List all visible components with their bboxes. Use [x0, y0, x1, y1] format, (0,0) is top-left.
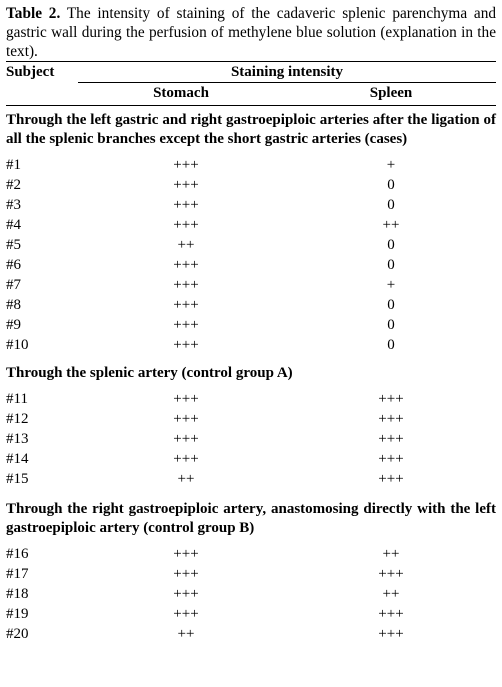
spleen-cell: +++ — [378, 391, 404, 407]
spleen-cell: +++ — [378, 411, 404, 427]
stomach-cell: +++ — [173, 411, 199, 427]
table-row — [6, 624, 496, 644]
subject-cell: #7 — [6, 277, 21, 293]
stomach-cell: +++ — [173, 451, 199, 467]
table-row — [6, 195, 496, 215]
table-row — [6, 295, 496, 315]
subject-cell: #19 — [6, 606, 29, 622]
subject-cell: #9 — [6, 317, 21, 333]
group-heading: Through the left gastric and right gastroepiploic arteries after the ligation of all the splenic branches except the short gastric arteries (cases) — [6, 112, 496, 147]
header-row-2 — [6, 83, 496, 105]
table-row — [6, 604, 496, 624]
spleen-cell: ++ — [382, 546, 400, 562]
spleen-cell: 0 — [387, 237, 395, 253]
spleen-cell: 0 — [387, 297, 395, 313]
stomach-cell: +++ — [173, 257, 199, 273]
table-row — [6, 175, 496, 195]
spleen-cell: + — [386, 157, 396, 173]
stomach-cell: +++ — [173, 566, 199, 582]
table-row — [6, 255, 496, 275]
stomach-cell: +++ — [173, 317, 199, 333]
stomach-cell: +++ — [173, 297, 199, 313]
table-row — [6, 215, 496, 235]
subject-cell: #6 — [6, 257, 21, 273]
table-row — [6, 429, 496, 449]
spleen-cell: ++ — [382, 586, 400, 602]
subject-cell: #15 — [6, 471, 29, 487]
subject-cell: #11 — [6, 391, 28, 407]
stomach-cell: +++ — [173, 177, 199, 193]
table-group — [6, 364, 496, 489]
header-row-1 — [6, 62, 496, 83]
subject-cell: #5 — [6, 237, 21, 253]
group-heading: Through the splenic artery (control group A) — [6, 365, 293, 381]
table-row — [6, 235, 496, 255]
subject-cell: #3 — [6, 197, 21, 213]
stomach-cell: +++ — [173, 337, 199, 353]
subject-cell: #17 — [6, 566, 29, 582]
header-spleen: Spleen — [369, 85, 413, 101]
table-caption — [6, 4, 496, 61]
subject-cell: #12 — [6, 411, 29, 427]
spleen-cell: 0 — [387, 317, 395, 333]
subject-cell: #1 — [6, 157, 21, 173]
stomach-cell: +++ — [173, 391, 199, 407]
stomach-cell: +++ — [173, 586, 199, 602]
table-row — [6, 564, 496, 584]
table-body — [6, 111, 496, 644]
table-group — [6, 500, 496, 644]
subject-cell: #13 — [6, 431, 29, 447]
spleen-cell: +++ — [378, 626, 404, 642]
spleen-cell: 0 — [387, 257, 395, 273]
table-group — [6, 111, 496, 355]
table-label: Table 2. — [6, 5, 61, 22]
table-caption-text: The intensity of staining of the cadaveric splenic parenchyma and gastric wall during the perfusion of methylene blue solution (explanation in the text). — [6, 5, 497, 60]
spleen-cell: +++ — [378, 451, 404, 467]
spleen-cell: +++ — [378, 606, 404, 622]
table-row — [6, 469, 496, 489]
table-row — [6, 315, 496, 335]
subject-cell: #16 — [6, 546, 29, 562]
table-row — [6, 389, 496, 409]
header-bottom-rule — [6, 105, 496, 106]
spleen-cell: +++ — [378, 431, 404, 447]
header-staining-intensity: Staining intensity — [230, 64, 344, 80]
spleen-cell: + — [386, 277, 396, 293]
stomach-cell: +++ — [173, 157, 199, 173]
subject-cell: #4 — [6, 217, 21, 233]
stomach-cell: ++ — [177, 237, 195, 253]
stomach-cell: +++ — [173, 546, 199, 562]
table-row — [6, 449, 496, 469]
stomach-cell: ++ — [177, 626, 195, 642]
spleen-cell: +++ — [378, 566, 404, 582]
stomach-cell: +++ — [173, 217, 199, 233]
spleen-cell: ++ — [382, 217, 400, 233]
spleen-cell: +++ — [378, 471, 404, 487]
spleen-cell: 0 — [387, 337, 395, 353]
subject-cell: #20 — [6, 626, 29, 642]
stomach-cell: +++ — [173, 277, 199, 293]
subject-cell: #14 — [6, 451, 29, 467]
spleen-cell: 0 — [387, 177, 395, 193]
stomach-cell: +++ — [173, 431, 199, 447]
stomach-cell: ++ — [177, 471, 195, 487]
table-row — [6, 155, 496, 175]
subject-cell: #10 — [6, 337, 29, 353]
stomach-cell: +++ — [173, 606, 199, 622]
table-row — [6, 544, 496, 564]
table-row — [6, 335, 496, 355]
header-subject: Subject — [6, 64, 55, 80]
table-row — [6, 275, 496, 295]
subject-cell: #18 — [6, 586, 29, 602]
subject-cell: #2 — [6, 177, 21, 193]
table-container — [6, 4, 496, 644]
header-stomach: Stomach — [153, 85, 209, 101]
subject-cell: #8 — [6, 297, 21, 313]
group-heading: Through the right gastroepiploic artery, anastomosing directly with the left gastroepiploic artery (control group B) — [6, 501, 496, 536]
spleen-cell: 0 — [387, 197, 395, 213]
stomach-cell: +++ — [173, 197, 199, 213]
table-row — [6, 584, 496, 604]
table-row — [6, 409, 496, 429]
